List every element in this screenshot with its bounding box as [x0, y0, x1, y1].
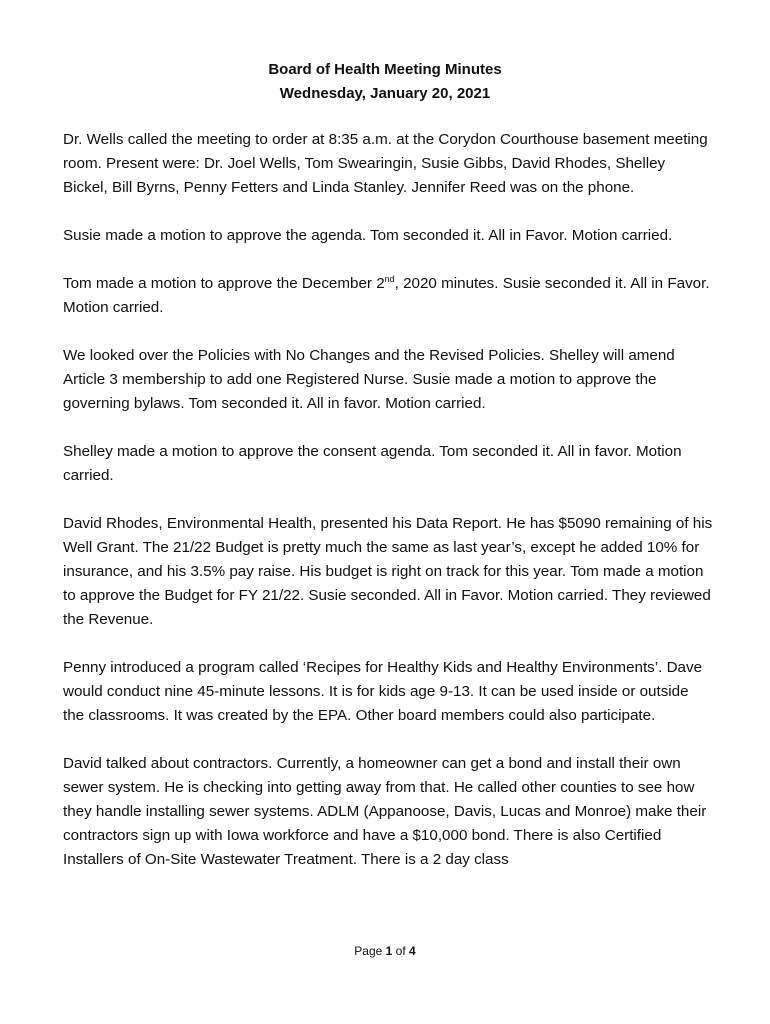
- footer-page-word: Page: [354, 944, 383, 958]
- paragraph-contractors: David talked about contractors. Currently, a homeowner can get a bond and install their own sewer system. He is checking into getting away from that. He called other counties to see how they handle installing sewer systems. ADLM (Appanoose, Davis, Lucas and Monroe) make their contractors sign up with Iowa workforce and have a $10,000 bond. There is also Certified Installers of On-Site Wastewater Treatment. There is a 2 day class: [63, 755, 707, 868]
- paragraph-healthy-kids-program: Penny introduced a program called ‘Recipes for Healthy Kids and Healthy Environments’. Dave would conduct nine 45-minute lessons. It is for kids age 9-13. It can be used inside or outside the classrooms. It was created by the EPA. Other board members could also participate.: [63, 659, 703, 724]
- paragraph-consent-agenda: Shelley made a motion to approve the consent agenda. Tom seconded it. All in favor. Motion carried.: [63, 443, 682, 484]
- ordinal-suffix: nd: [384, 273, 395, 284]
- document-title: Board of Health Meeting Minutes: [268, 61, 502, 78]
- paragraph-environmental-health: David Rhodes, Environmental Health, presented his Data Report. He has $5090 remaining of his Well Grant. The 21/22 Budget is pretty much the same as last year’s, except he added 10% for insurance, and his 3.5% pay raise. His budget is right on track for this year. Tom made a motion to approve the Budget for FY 21/22. Susie seconded. All in Favor. Motion carried. They reviewed the Revenue.: [63, 515, 713, 628]
- minutes-motion-text-end: , 2020 minutes. Susie seconded it. All in Favor. Motion carried.: [63, 275, 710, 316]
- paragraph-agenda-motion: Susie made a motion to approve the agenda. Tom seconded it. All in Favor. Motion carried.: [63, 227, 673, 244]
- document-body: [63, 128, 713, 896]
- paragraph-policies: We looked over the Policies with No Changes and the Revised Policies. Shelley will amend Article 3 membership to add one Registered Nurse. Susie made a motion to approve the governing bylaws. Tom seconded it. All in favor. Motion carried.: [63, 347, 675, 412]
- footer-of-word: of: [395, 944, 406, 958]
- footer-current-page: 1: [385, 944, 393, 958]
- footer-total-pages: 4: [409, 944, 416, 958]
- title-block: [0, 58, 770, 106]
- paragraph-minutes-motion: [63, 272, 713, 320]
- minutes-motion-text-start: Tom made a motion to approve the December 2: [63, 275, 385, 292]
- meeting-date: Wednesday, January 20, 2021: [279, 85, 491, 102]
- page-footer: [0, 943, 770, 959]
- paragraph-call-to-order: Dr. Wells called the meeting to order at 8:35 a.m. at the Corydon Courthouse basement meeting room. Present were: Dr. Joel Wells, Tom Swearingin, Susie Gibbs, David Rhodes, Shelley Bickel, Bill Byrns, Penny Fetters and Linda Stanley. Jennifer Reed was on the phone.: [63, 131, 708, 196]
